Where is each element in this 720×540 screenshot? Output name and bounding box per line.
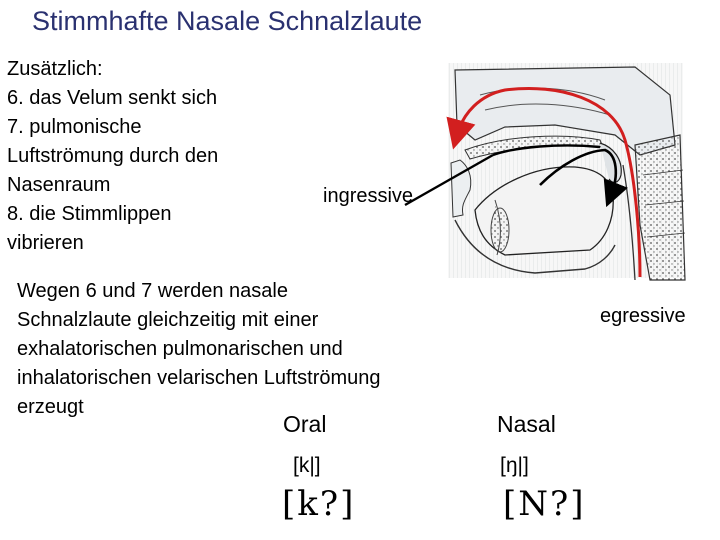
nasal-column-header: Nasal — [497, 411, 556, 437]
explanation-text — [17, 277, 477, 422]
lower-teeth — [491, 208, 509, 252]
intro-line: 6. das Velum senkt sich — [7, 87, 218, 109]
oral-click-symbol-alt: [k?] — [282, 484, 356, 524]
explanation-line: Schnalzlaute gleichzeitig mit einer — [17, 309, 319, 331]
explanation-line: inhalatorischen velarischen Luftströmung — [17, 367, 381, 389]
intro-line: Nasenraum — [7, 174, 111, 196]
nasal-click-symbol: [ŋ|] — [500, 454, 529, 477]
explanation-line: erzeugt — [17, 396, 84, 418]
egressive-label: egressive — [600, 305, 686, 327]
oral-click-symbol: [k|] — [293, 454, 321, 477]
explanation-line: exhalatorischen pulmonarischen und — [17, 338, 343, 360]
intro-line: 8. die Stimmlippen — [7, 203, 172, 225]
page-title: Stimmhafte Nasale Schnalzlaute — [32, 6, 423, 36]
nasal-click-symbol-alt: [N?] — [503, 484, 586, 524]
intro-text — [7, 55, 272, 258]
oral-column-header: Oral — [283, 411, 327, 437]
intro-line: Zusätzlich: — [7, 58, 103, 80]
explanation-line: Wegen 6 und 7 werden nasale — [17, 280, 288, 302]
intro-line: 7. pulmonische — [7, 116, 142, 138]
intro-line: Luftströmung durch den — [7, 145, 219, 167]
intro-line: vibrieren — [7, 232, 84, 254]
ingressive-label: ingressive — [323, 185, 414, 207]
